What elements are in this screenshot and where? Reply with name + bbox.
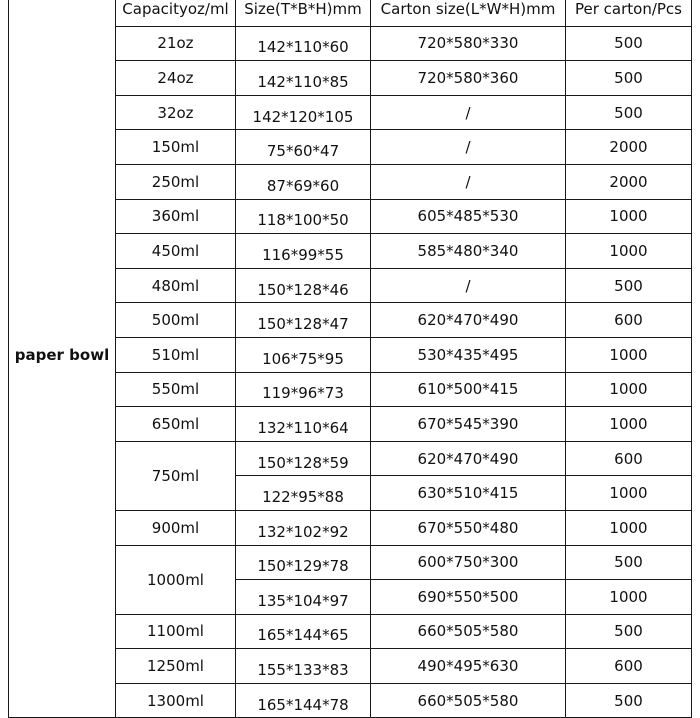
size-cell bbox=[236, 268, 371, 303]
size-cell bbox=[236, 407, 371, 442]
size-cell-text: 132*110*64 bbox=[257, 418, 349, 437]
size-cell-text: 150*128*59 bbox=[257, 453, 349, 472]
capacity-cell-text: 150ml bbox=[151, 138, 200, 157]
carton-size-cell bbox=[371, 95, 566, 130]
per-carton-cell-text: 1000 bbox=[609, 518, 648, 537]
size-cell-text: 132*102*92 bbox=[257, 522, 349, 541]
capacity-cell bbox=[116, 199, 236, 234]
size-cell bbox=[236, 130, 371, 165]
per-carton-cell bbox=[566, 303, 692, 338]
header-capacity-text: Capacityoz/ml bbox=[122, 0, 229, 18]
header-size-text: Size(T*B*H)mm bbox=[244, 0, 362, 18]
capacity-cell-text: 500ml bbox=[151, 311, 200, 330]
header-per-carton bbox=[566, 0, 692, 26]
carton-size-cell bbox=[371, 199, 566, 234]
capacity-cell bbox=[116, 649, 236, 684]
per-carton-cell bbox=[566, 234, 692, 269]
carton-size-cell-text: 660*505*580 bbox=[417, 622, 519, 641]
size-cell-text: 150*129*78 bbox=[257, 557, 349, 576]
carton-size-cell bbox=[371, 303, 566, 338]
capacity-cell bbox=[116, 26, 236, 61]
size-cell bbox=[236, 234, 371, 269]
header-capacity bbox=[116, 0, 236, 26]
per-carton-cell bbox=[566, 95, 692, 130]
carton-size-cell bbox=[371, 683, 566, 718]
size-cell-text: 150*128*47 bbox=[257, 315, 349, 334]
capacity-cell-text: 24oz bbox=[157, 68, 194, 87]
per-carton-cell bbox=[566, 683, 692, 718]
size-cell-text: 87*69*60 bbox=[266, 176, 340, 195]
capacity-cell-text: 360ml bbox=[151, 207, 200, 226]
size-cell-text: 142*120*105 bbox=[252, 107, 354, 126]
per-carton-cell bbox=[566, 545, 692, 580]
carton-size-cell-text: 620*470*490 bbox=[417, 311, 519, 330]
per-carton-cell-text: 2000 bbox=[609, 138, 648, 157]
per-carton-cell-text: 500 bbox=[614, 103, 643, 122]
size-cell-text: 165*144*65 bbox=[257, 626, 349, 645]
carton-size-cell bbox=[371, 61, 566, 96]
carton-size-cell-text: 620*470*490 bbox=[417, 449, 519, 468]
carton-size-cell bbox=[371, 545, 566, 580]
per-carton-cell-text: 500 bbox=[614, 276, 643, 295]
size-cell-text: 118*100*50 bbox=[257, 211, 349, 230]
size-cell-text: 122*95*88 bbox=[262, 488, 344, 507]
carton-size-cell-text: / bbox=[465, 103, 471, 122]
carton-size-cell-text: 670*550*480 bbox=[417, 518, 519, 537]
capacity-cell-text: 1100ml bbox=[147, 622, 204, 641]
header-carton-size bbox=[371, 0, 566, 26]
per-carton-cell bbox=[566, 130, 692, 165]
capacity-cell bbox=[116, 61, 236, 96]
carton-size-cell-text: 720*580*360 bbox=[417, 68, 519, 87]
size-cell bbox=[236, 164, 371, 199]
carton-size-cell-text: 610*500*415 bbox=[417, 380, 519, 399]
carton-size-cell bbox=[371, 26, 566, 61]
size-cell-text: 142*110*60 bbox=[257, 38, 349, 57]
per-carton-cell bbox=[566, 26, 692, 61]
size-cell-text: 106*75*95 bbox=[262, 349, 344, 368]
carton-size-cell bbox=[371, 441, 566, 476]
capacity-cell-text: 750ml bbox=[151, 466, 200, 485]
per-carton-cell bbox=[566, 164, 692, 199]
size-cell bbox=[236, 649, 371, 684]
per-carton-cell-text: 1000 bbox=[609, 587, 648, 606]
capacity-cell bbox=[116, 614, 236, 649]
size-cell bbox=[236, 199, 371, 234]
capacity-cell-text: 250ml bbox=[151, 172, 200, 191]
size-cell bbox=[236, 303, 371, 338]
table-header-row bbox=[9, 0, 692, 26]
carton-size-cell-text: 585*480*340 bbox=[417, 241, 519, 260]
capacity-cell-text: 550ml bbox=[151, 380, 200, 399]
capacity-cell-text: 1000ml bbox=[147, 570, 204, 589]
per-carton-cell bbox=[566, 580, 692, 615]
carton-size-cell bbox=[371, 164, 566, 199]
carton-size-cell bbox=[371, 649, 566, 684]
carton-size-cell-text: 600*750*300 bbox=[417, 553, 519, 572]
per-carton-cell-text: 500 bbox=[614, 34, 643, 53]
capacity-cell bbox=[116, 441, 236, 510]
size-cell bbox=[236, 510, 371, 545]
per-carton-cell-text: 500 bbox=[614, 622, 643, 641]
per-carton-cell-text: 2000 bbox=[609, 172, 648, 191]
capacity-cell bbox=[116, 372, 236, 407]
per-carton-cell-text: 1000 bbox=[609, 484, 648, 503]
carton-size-cell bbox=[371, 337, 566, 372]
per-carton-cell bbox=[566, 372, 692, 407]
per-carton-cell-text: 500 bbox=[614, 68, 643, 87]
per-carton-cell-text: 500 bbox=[614, 691, 643, 710]
capacity-cell-text: 1250ml bbox=[147, 657, 204, 676]
carton-size-cell-text: 660*505*580 bbox=[417, 691, 519, 710]
header-carton-size-text: Carton size(L*W*H)mm bbox=[380, 0, 556, 18]
header-size bbox=[236, 0, 371, 26]
capacity-cell bbox=[116, 234, 236, 269]
capacity-cell bbox=[116, 683, 236, 718]
carton-size-cell bbox=[371, 372, 566, 407]
size-cell-text: 135*104*97 bbox=[257, 591, 349, 610]
carton-size-cell-text: / bbox=[465, 276, 471, 295]
per-carton-cell bbox=[566, 407, 692, 442]
carton-size-cell bbox=[371, 407, 566, 442]
per-carton-cell-text: 1000 bbox=[609, 241, 648, 260]
per-carton-cell bbox=[566, 649, 692, 684]
per-carton-cell bbox=[566, 199, 692, 234]
size-cell-text: 116*99*55 bbox=[262, 245, 344, 264]
capacity-cell-text: 21oz bbox=[157, 34, 194, 53]
carton-size-cell bbox=[371, 510, 566, 545]
size-cell bbox=[236, 26, 371, 61]
capacity-cell-text: 510ml bbox=[151, 345, 200, 364]
carton-size-cell-text: 630*510*415 bbox=[417, 484, 519, 503]
size-cell bbox=[236, 580, 371, 615]
carton-size-cell bbox=[371, 476, 566, 511]
per-carton-cell-text: 500 bbox=[614, 553, 643, 572]
capacity-cell bbox=[116, 95, 236, 130]
size-cell-text: 119*96*73 bbox=[262, 384, 344, 403]
size-cell bbox=[236, 337, 371, 372]
size-cell-text: 142*110*85 bbox=[257, 72, 349, 91]
per-carton-cell-text: 1000 bbox=[609, 345, 648, 364]
carton-size-cell-text: 670*545*390 bbox=[417, 414, 519, 433]
size-cell bbox=[236, 683, 371, 718]
capacity-cell-text: 32oz bbox=[157, 103, 194, 122]
size-cell bbox=[236, 441, 371, 476]
capacity-cell bbox=[116, 164, 236, 199]
carton-size-cell-text: 690*550*500 bbox=[417, 587, 519, 606]
per-carton-cell-text: 1000 bbox=[609, 380, 648, 399]
capacity-cell bbox=[116, 130, 236, 165]
capacity-cell bbox=[116, 407, 236, 442]
per-carton-cell bbox=[566, 614, 692, 649]
per-carton-cell bbox=[566, 268, 692, 303]
size-cell-text: 75*60*47 bbox=[266, 142, 340, 161]
size-cell-text: 165*144*78 bbox=[257, 695, 349, 714]
size-cell bbox=[236, 61, 371, 96]
size-cell bbox=[236, 372, 371, 407]
per-carton-cell-text: 1000 bbox=[609, 207, 648, 226]
capacity-cell bbox=[116, 545, 236, 614]
carton-size-cell-text: 605*485*530 bbox=[417, 207, 519, 226]
size-cell-text: 150*128*46 bbox=[257, 280, 349, 299]
size-cell bbox=[236, 614, 371, 649]
per-carton-cell bbox=[566, 441, 692, 476]
carton-size-cell-text: / bbox=[465, 138, 471, 157]
header-per-carton-text: Per carton/Pcs bbox=[574, 0, 682, 18]
size-cell bbox=[236, 545, 371, 580]
per-carton-cell-text: 600 bbox=[614, 449, 643, 468]
per-carton-cell bbox=[566, 476, 692, 511]
capacity-cell-text: 650ml bbox=[151, 414, 200, 433]
carton-size-cell bbox=[371, 234, 566, 269]
carton-size-cell bbox=[371, 580, 566, 615]
capacity-cell bbox=[116, 337, 236, 372]
carton-size-cell-text: / bbox=[465, 172, 471, 191]
category-cell bbox=[9, 0, 116, 718]
size-cell bbox=[236, 476, 371, 511]
per-carton-cell-text: 600 bbox=[614, 657, 643, 676]
capacity-cell bbox=[116, 510, 236, 545]
per-carton-cell-text: 600 bbox=[614, 311, 643, 330]
per-carton-cell bbox=[566, 61, 692, 96]
size-cell-text: 155*133*83 bbox=[257, 661, 349, 680]
per-carton-cell bbox=[566, 337, 692, 372]
carton-size-cell bbox=[371, 614, 566, 649]
carton-size-cell-text: 530*435*495 bbox=[417, 345, 519, 364]
capacity-cell-text: 480ml bbox=[151, 276, 200, 295]
capacity-cell-text: 450ml bbox=[151, 241, 200, 260]
category-cell-text: paper bowl bbox=[14, 345, 110, 364]
carton-size-cell-text: 490*495*630 bbox=[417, 657, 519, 676]
size-cell bbox=[236, 95, 371, 130]
paper-bowl-spec-table bbox=[8, 0, 692, 718]
capacity-cell-text: 900ml bbox=[151, 518, 200, 537]
carton-size-cell-text: 720*580*330 bbox=[417, 34, 519, 53]
capacity-cell bbox=[116, 303, 236, 338]
capacity-cell bbox=[116, 268, 236, 303]
per-carton-cell-text: 1000 bbox=[609, 414, 648, 433]
capacity-cell-text: 1300ml bbox=[147, 691, 204, 710]
carton-size-cell bbox=[371, 268, 566, 303]
carton-size-cell bbox=[371, 130, 566, 165]
per-carton-cell bbox=[566, 510, 692, 545]
